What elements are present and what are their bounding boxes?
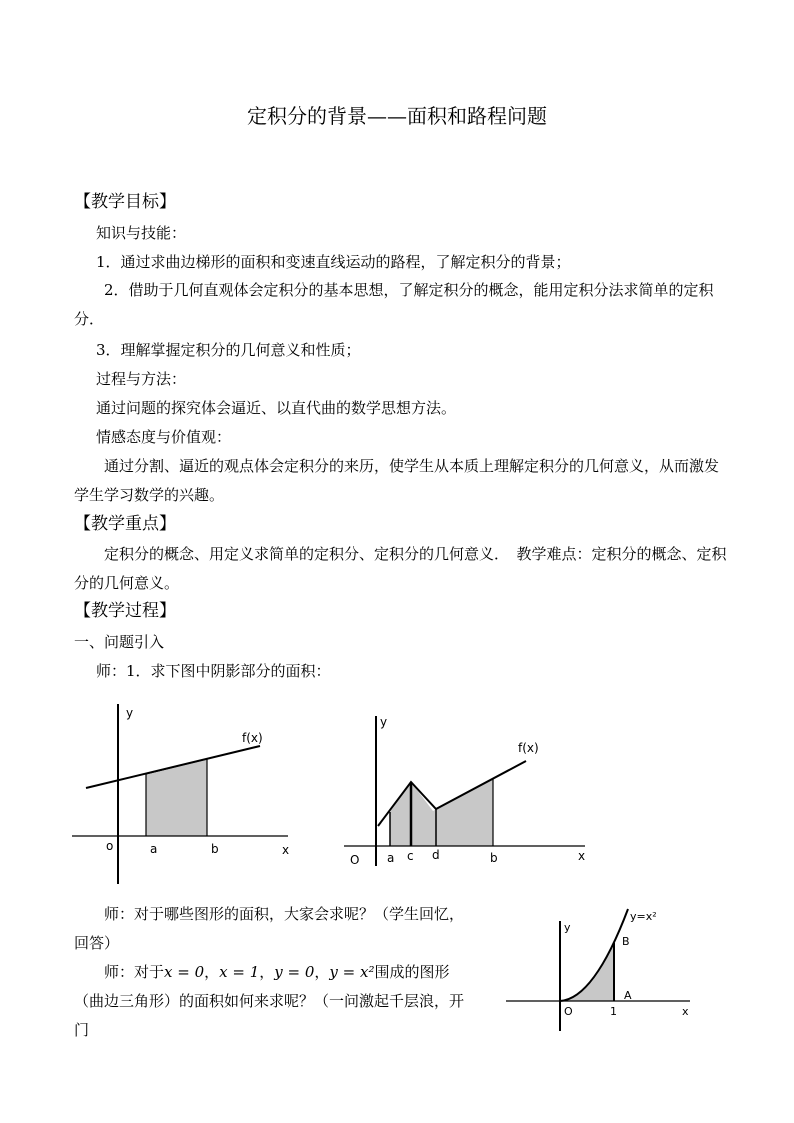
y-label: y <box>380 715 388 729</box>
q3-suffix: 围成的图形（曲边三角形）的面积如何来求呢？（一问激起千层浪，开门 <box>74 963 465 1039</box>
curve-label: y=x² <box>630 910 657 923</box>
knowledge-label: 知识与技能： <box>96 224 187 242</box>
b-label: b <box>211 842 219 856</box>
sep-1: ， <box>204 963 220 981</box>
shaded-region <box>560 943 614 1001</box>
x-label: x <box>682 1005 689 1018</box>
page-title: 定积分的背景——面积和路程问题 <box>247 104 547 128</box>
goal-item-2: 2．借助于几何直观体会定积分的基本思想，了解定积分的概念，能用定积分法求简单的定积分． <box>74 281 714 328</box>
sep-2: ， <box>259 963 275 981</box>
y-label: y <box>126 706 134 720</box>
point-b-label: B <box>622 935 630 948</box>
b-label: b <box>490 851 498 865</box>
a-label: a <box>387 851 395 865</box>
origin-label: o <box>106 839 114 853</box>
question-3 <box>74 958 474 1045</box>
key-points-text: 定积分的概念、用定义求简单的定积分、定积分的几何意义． 教学难点：定积分的概念、定积分的几何意义。 <box>74 545 727 592</box>
origin-label: O <box>564 1005 573 1018</box>
d-label: d <box>432 848 440 862</box>
question-1: 师：1．求下图中阴影部分的面积： <box>96 662 331 680</box>
intro-heading: 一、问题引入 <box>74 633 165 651</box>
emotion-label: 情感态度与价值观： <box>96 428 232 446</box>
section-heading-key-points: 【教学重点】 <box>74 514 176 534</box>
emotion-text: 通过分割、逼近的观点体会定积分的来历，使学生从本质上理解定积分的几何意义，从而激发学生学习数学的兴趣。 <box>74 457 720 504</box>
goal-item-3: 3．理解掌握定积分的几何意义和性质； <box>96 341 361 359</box>
section-heading-process: 【教学过程】 <box>74 601 176 621</box>
x-label: x <box>578 849 586 863</box>
expr-y0: y = 0 <box>274 963 315 981</box>
expr-x1: x = 1 <box>219 963 260 981</box>
fx-label: f(x) <box>518 741 539 755</box>
sep-3: ， <box>314 963 330 981</box>
origin-label: O <box>350 853 360 867</box>
process-method-text: 通过问题的探究体会逼近、以直代曲的数学思想方法。 <box>96 399 457 417</box>
c-label: c <box>407 849 414 863</box>
figure-1-linear-area <box>70 700 300 890</box>
x-label: x <box>282 843 290 857</box>
goal-item-1: 1．通过求曲边梯形的面积和变速直线运动的路程，了解定积分的背景； <box>96 253 571 271</box>
q3-prefix: 师：对于 <box>104 963 165 981</box>
process-method-label: 过程与方法： <box>96 370 187 388</box>
expr-x0: x = 0 <box>164 963 205 981</box>
figure-2-piecewise-area <box>340 708 600 872</box>
y-label: y <box>564 921 571 934</box>
one-label: 1 <box>610 1005 617 1018</box>
question-2: 师：对于哪些图形的面积，大家会求呢？（学生回忆，回答） <box>74 905 465 952</box>
expr-yx2: y = x² <box>329 963 375 981</box>
section-heading-goals: 【教学目标】 <box>74 192 176 212</box>
fx-label: f(x) <box>242 731 263 745</box>
point-a-label: A <box>624 989 632 1002</box>
a-label: a <box>150 842 158 856</box>
figure-3-parabola-area <box>500 905 700 1035</box>
